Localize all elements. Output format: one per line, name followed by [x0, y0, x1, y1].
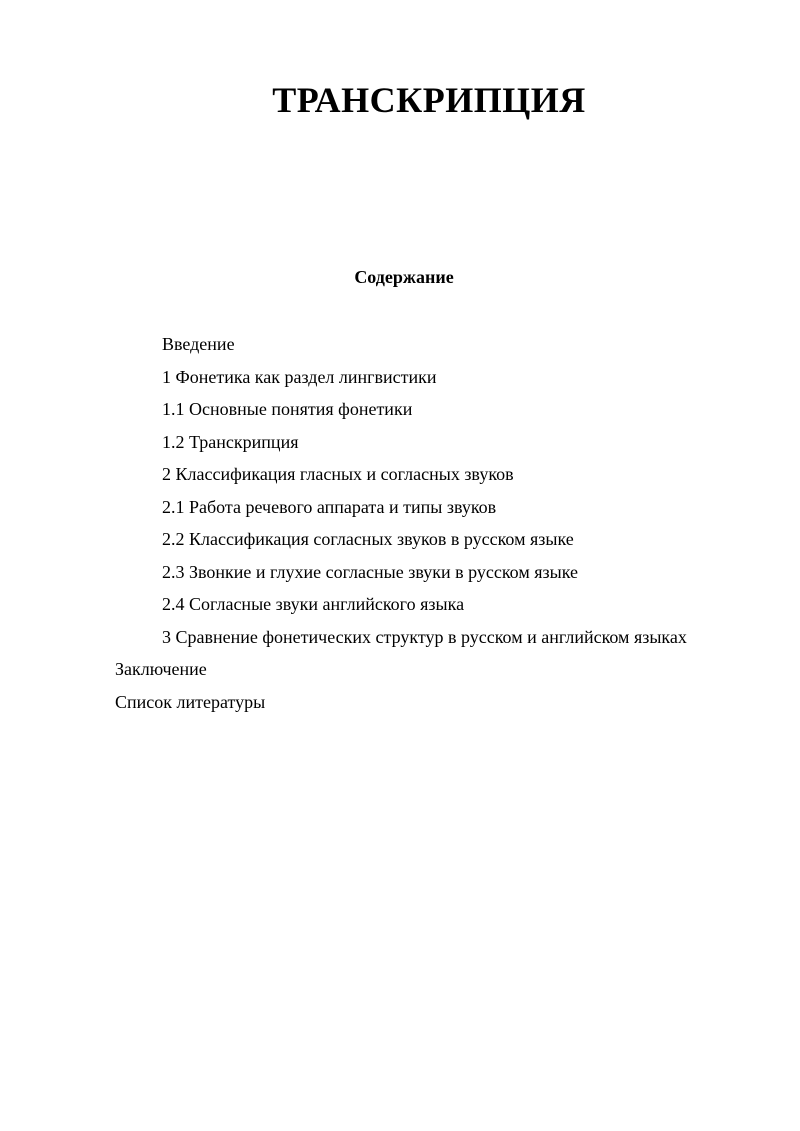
toc-item-chapter-3: 3 Сравнение фонетических структур в русском и английском языках	[162, 626, 687, 647]
toc-item-section-1-1: 1.1 Основные понятия фонетики	[162, 399, 413, 419]
toc-item-introduction: Введение	[162, 334, 235, 354]
toc-item-chapter-1: 1 Фонетика как раздел лингвистики	[162, 366, 437, 387]
document-title: ТРАНСКРИПЦИЯ	[272, 80, 586, 120]
toc-item-conclusion: Заключение	[115, 659, 207, 679]
toc-item-bibliography: Список литературы	[115, 691, 266, 712]
toc-item-section-2-4: 2.4 Согласные звуки английского языка	[162, 594, 465, 614]
toc-item-section-2-1: 2.1 Работа речевого аппарата и типы звуков	[162, 496, 497, 517]
toc-item-section-1-2: 1.2 Транскрипция	[162, 431, 299, 452]
toc-item-section-2-2: 2.2 Классификация согласных звуков в русском языке	[162, 529, 574, 549]
toc-item-section-2-3: 2.3 Звонкие и глухие согласные звуки в русском языке	[162, 561, 578, 582]
toc-item-chapter-2: 2 Классификация гласных и согласных звуков	[162, 464, 514, 484]
toc-heading: Содержание	[354, 267, 454, 287]
table-of-contents	[0, 328, 800, 718]
